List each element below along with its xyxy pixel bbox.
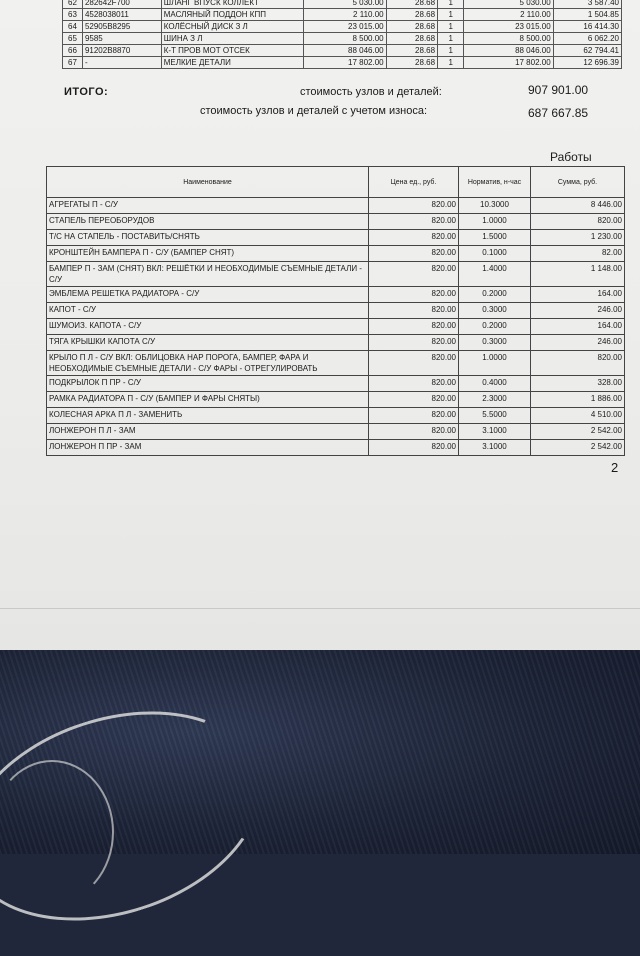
works-cell-norm: 3.1000 <box>459 424 531 440</box>
works-cell-price: 820.00 <box>369 287 459 303</box>
parts-cell-price: 17 802.00 <box>303 57 386 69</box>
parts-cell-sum-wear: 16 414.30 <box>553 21 621 33</box>
works-cell-sum: 246.00 <box>531 335 625 351</box>
works-cell-name: СТАПЕЛЬ ПЕРЕОБОРУДОВ <box>47 214 369 230</box>
works-cell-norm: 2.3000 <box>459 392 531 408</box>
works-cell-norm: 3.1000 <box>459 440 531 456</box>
works-cell-sum: 2 542.00 <box>531 440 625 456</box>
works-cell-price: 820.00 <box>369 376 459 392</box>
works-cell-name: АГРЕГАТЫ П - С/У <box>47 198 369 214</box>
works-cell-price: 820.00 <box>369 440 459 456</box>
parts-cell-code: 282642F700 <box>82 0 161 9</box>
parts-cell-sum-wear: 12 696.39 <box>553 57 621 69</box>
parts-cell-wear: 28.68 <box>386 33 437 45</box>
parts-cell-wear: 28.68 <box>386 57 437 69</box>
works-cell-sum: 164.00 <box>531 287 625 303</box>
works-cell-price: 820.00 <box>369 230 459 246</box>
parts-cell-sum: 88 046.00 <box>464 45 553 57</box>
parts-cell-sum: 23 015.00 <box>464 21 553 33</box>
parts-cell-qty: 1 <box>438 9 464 21</box>
works-cell-sum: 2 542.00 <box>531 424 625 440</box>
parts-cell-price: 2 110.00 <box>303 9 386 21</box>
parts-cell-name: КОЛЁСНЫЙ ДИСК З Л <box>161 21 303 33</box>
works-cell-name: КАПОТ - С/У <box>47 303 369 319</box>
works-cell-price: 820.00 <box>369 424 459 440</box>
works-cell-norm: 1.0000 <box>459 351 531 376</box>
parts-cell-num: 63 <box>63 9 83 21</box>
parts-cell-num: 64 <box>63 21 83 33</box>
parts-cell-num: 66 <box>63 45 83 57</box>
parts-cell-wear: 28.68 <box>386 9 437 21</box>
works-cell-norm: 0.3000 <box>459 335 531 351</box>
parts-row <box>63 45 622 57</box>
parts-row <box>63 57 622 69</box>
works-cell-name: БАМПЕР П - ЗАМ (СНЯТ) ВКЛ: РЕШЁТКИ И НЕОБХОДИМЫЕ СЪЕМНЫЕ ДЕТАЛИ - С/У <box>47 262 369 287</box>
works-cell-price: 820.00 <box>369 392 459 408</box>
total-label: ИТОГО: <box>64 86 109 98</box>
works-cell-name: ЛОНЖЕРОН П ПР - ЗАМ <box>47 440 369 456</box>
works-row <box>47 303 625 319</box>
works-cell-sum: 820.00 <box>531 214 625 230</box>
parts-row <box>63 33 622 45</box>
works-cell-sum: 1 230.00 <box>531 230 625 246</box>
parts-cell-code: - <box>82 57 161 69</box>
works-cell-norm: 1.5000 <box>459 230 531 246</box>
works-cell-name: ЭМБЛЕМА РЕШЕТКА РАДИАТОРА - С/У <box>47 287 369 303</box>
parts-cell-sum-wear: 3 587.40 <box>553 0 621 9</box>
works-title: Работы <box>550 150 592 164</box>
works-cell-name: ЛОНЖЕРОН П Л - ЗАМ <box>47 424 369 440</box>
parts-wear-cost-value: 687 667.85 <box>528 106 589 120</box>
works-table <box>46 166 625 456</box>
works-cell-name: ПОДКРЫЛОК П ПР - С/У <box>47 376 369 392</box>
parts-table <box>62 0 622 69</box>
works-cell-name: Т/С НА СТАПЕЛЬ - ПОСТАВИТЬ/СНЯТЬ <box>47 230 369 246</box>
parts-cell-sum: 17 802.00 <box>464 57 553 69</box>
works-row <box>47 287 625 303</box>
works-cell-norm: 0.3000 <box>459 303 531 319</box>
parts-cell-wear: 28.68 <box>386 0 437 9</box>
works-cell-price: 820.00 <box>369 246 459 262</box>
works-cell-price: 820.00 <box>369 351 459 376</box>
works-cell-name: РАМКА РАДИАТОРА П - С/У (БАМПЕР И ФАРЫ СНЯТЫ) <box>47 392 369 408</box>
works-cell-sum: 820.00 <box>531 351 625 376</box>
parts-cost-value: 907 901.00 <box>528 83 589 97</box>
works-cell-sum: 82.00 <box>531 246 625 262</box>
works-row <box>47 440 625 456</box>
works-cell-norm: 5.5000 <box>459 408 531 424</box>
works-cell-name: КРОНШТЕЙН БАМПЕРА П - С/У (БАМПЕР СНЯТ) <box>47 246 369 262</box>
parts-cell-num: 62 <box>63 0 83 9</box>
works-row <box>47 319 625 335</box>
parts-cell-price: 88 046.00 <box>303 45 386 57</box>
page-edge <box>0 608 640 609</box>
parts-cell-price: 5 030.00 <box>303 0 386 9</box>
works-cell-norm: 1.4000 <box>459 262 531 287</box>
parts-cell-name: ШИНА З Л <box>161 33 303 45</box>
works-row <box>47 376 625 392</box>
works-cell-name: ШУМОИЗ. КАПОТА - С/У <box>47 319 369 335</box>
parts-cell-qty: 1 <box>438 57 464 69</box>
parts-cell-sum-wear: 6 062.20 <box>553 33 621 45</box>
parts-cell-sum-wear: 1 504.85 <box>553 9 621 21</box>
works-row <box>47 408 625 424</box>
parts-cell-qty: 1 <box>438 0 464 9</box>
works-row <box>47 214 625 230</box>
works-cell-price: 820.00 <box>369 335 459 351</box>
parts-row <box>63 9 622 21</box>
works-row <box>47 351 625 376</box>
parts-cell-sum: 2 110.00 <box>464 9 553 21</box>
works-cell-norm: 10.3000 <box>459 198 531 214</box>
header-sum: Сумма, руб. <box>531 167 625 198</box>
parts-cell-qty: 1 <box>438 21 464 33</box>
header-name: Наименование <box>47 167 369 198</box>
parts-cell-num: 67 <box>63 57 83 69</box>
works-cell-norm: 1.0000 <box>459 214 531 230</box>
parts-row <box>63 21 622 33</box>
works-cell-price: 820.00 <box>369 214 459 230</box>
works-cell-price: 820.00 <box>369 262 459 287</box>
works-cell-norm: 0.2000 <box>459 287 531 303</box>
works-cell-name: КРЫЛО П Л - С/У ВКЛ: ОБЛИЦОВКА НАР ПОРОГА, БАМПЕР, ФАРА И НЕОБХОДИМЫЕ СЪЕМНЫЕ ДЕТАЛИ - С/У ФАРЫ - ОТРЕГУЛИРОВАТЬ <box>47 351 369 376</box>
parts-cell-wear: 28.68 <box>386 45 437 57</box>
works-row <box>47 198 625 214</box>
header-norm: Норматив, н-час <box>459 167 531 198</box>
works-row <box>47 335 625 351</box>
parts-wear-cost-label: стоимость узлов и деталей с учетом износа: <box>200 105 428 117</box>
parts-row <box>63 0 622 9</box>
parts-cell-code: 91202B8870 <box>82 45 161 57</box>
works-cell-sum: 8 446.00 <box>531 198 625 214</box>
works-row <box>47 424 625 440</box>
works-header-row <box>47 167 625 198</box>
parts-cell-sum: 5 030.00 <box>464 0 553 9</box>
works-cell-price: 820.00 <box>369 303 459 319</box>
works-cell-norm: 0.4000 <box>459 376 531 392</box>
parts-cell-name: К-Т ПРОВ МОТ ОТСЕК <box>161 45 303 57</box>
page-number: 2 <box>611 460 619 475</box>
parts-cell-price: 8 500.00 <box>303 33 386 45</box>
works-row <box>47 262 625 287</box>
parts-cell-qty: 1 <box>438 45 464 57</box>
parts-cell-sum: 8 500.00 <box>464 33 553 45</box>
parts-cell-wear: 28.68 <box>386 21 437 33</box>
parts-cell-code: 4528038011 <box>82 9 161 21</box>
parts-cell-price: 23 015.00 <box>303 21 386 33</box>
works-row <box>47 392 625 408</box>
works-cell-norm: 0.1000 <box>459 246 531 262</box>
works-cell-sum: 1 886.00 <box>531 392 625 408</box>
works-cell-sum: 328.00 <box>531 376 625 392</box>
parts-cell-sum-wear: 62 794.41 <box>553 45 621 57</box>
works-row <box>47 230 625 246</box>
works-cell-name: КОЛЕСНАЯ АРКА П Л - ЗАМЕНИТЬ <box>47 408 369 424</box>
works-cell-sum: 164.00 <box>531 319 625 335</box>
works-cell-price: 820.00 <box>369 198 459 214</box>
works-cell-name: ТЯГА КРЫШКИ КАПОТА С/У <box>47 335 369 351</box>
parts-cell-name: МЕЛКИЕ ДЕТАЛИ <box>161 57 303 69</box>
works-cell-sum: 4 510.00 <box>531 408 625 424</box>
parts-cost-label: стоимость узлов и деталей: <box>300 86 442 98</box>
works-cell-sum: 1 148.00 <box>531 262 625 287</box>
parts-cell-code: 9585 <box>82 33 161 45</box>
works-cell-price: 820.00 <box>369 408 459 424</box>
parts-cell-num: 65 <box>63 33 83 45</box>
parts-cell-name: ШЛАНГ ВПУСК КОЛЛЕКТ <box>161 0 303 9</box>
parts-cell-name: МАСЛЯНЫЙ ПОДДОН КПП <box>161 9 303 21</box>
header-price: Цена ед., руб. <box>369 167 459 198</box>
parts-cell-qty: 1 <box>438 33 464 45</box>
works-cell-norm: 0.2000 <box>459 319 531 335</box>
works-cell-price: 820.00 <box>369 319 459 335</box>
works-row <box>47 246 625 262</box>
works-cell-sum: 246.00 <box>531 303 625 319</box>
parts-cell-code: 52905B8295 <box>82 21 161 33</box>
